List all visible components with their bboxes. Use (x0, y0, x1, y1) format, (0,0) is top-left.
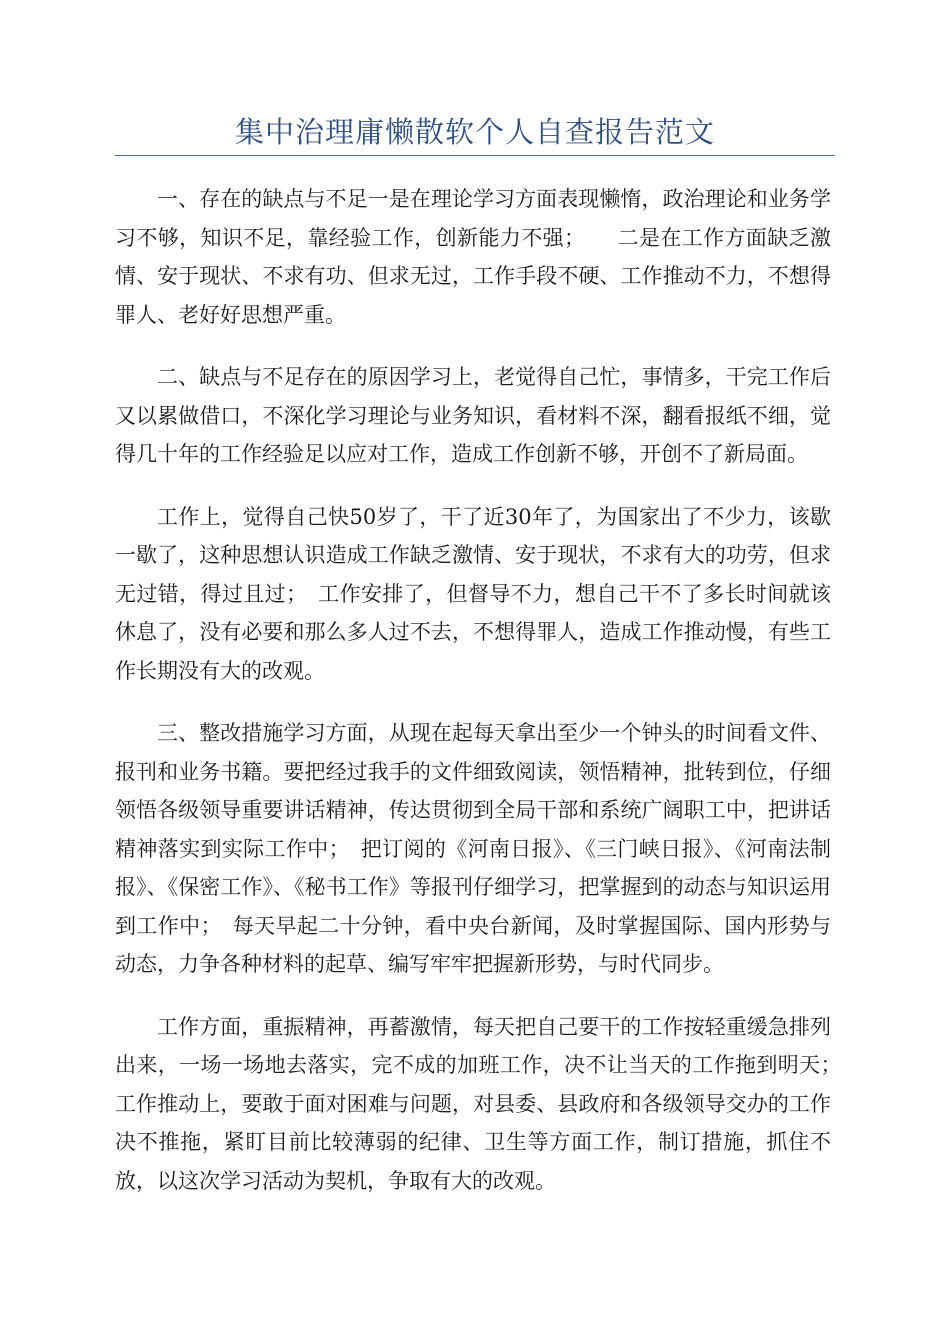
paragraph-measures-work: 工作方面，重振精神，再蓄激情，每天把自己要干的工作按轻重缓急排列出来，一场一场地去落实，完不成的加班工作，决不让当天的工作拖到明天； 工作推动上，要敢于面对困难与问题，对县委、县政府和各级领导交办的工作决不推拖，紧盯目前比较薄弱的纪律、卫生等方面工作，制订措施，抓住不放，以这次学习活动为契机，争取有大的改观。 (115, 1014, 852, 1193)
paragraph-measures-study: 三、整改措施学习方面，从现在起每天拿出至少一个钟头的时间看文件、报刊和业务书籍。要把经过我手的文件细致阅读，领悟精神，批转到位，仔细领悟各级领导重要讲话精神，传达贯彻到全局干部和系统广阔职工中，把讲话精神落实到实际工作中； 把订阅的《河南日报》、《三门峡日报》、《河南法制报》、《保密工作》、《秘书工作》等报刊仔细学习，把掌握到的动态与知识运用到工作中； 每天早起二十分钟，看中央台新闻，及时掌握国际、国内形势与动态，力争各种材料的起草、编写牢牢把握新形势，与时代同步。 (115, 721, 831, 976)
document-body (115, 180, 852, 1224)
title-underline (115, 155, 835, 156)
paragraph-causes-work: 工作上，觉得自己快50岁了，干了近30年了，为国家出了不少力，该歇一歇了，这种思想认识造成工作缺乏激情、安于现状，不求有大的功劳，但求无过错，得过且过； 工作安排了，但督导不力，想自己干不了多长时间就该休息了，没有必要和那么多人过不去，不想得罪人，造成工作推动慢，有些工作长期没有大的改观。 (115, 504, 831, 683)
document-title: 集中治理庸懒散软个人自查报告范文 (234, 115, 715, 149)
paragraph-shortcomings: 一、存在的缺点与不足一是在理论学习方面表现懒惰，政治理论和业务学习不够，知识不足，靠经验工作，创新能力不强； 二是在工作方面缺乏激情、安于现状、不求有功、但求无过，工作手段不硬、工作推动不力，不想得罪人、老好好思想严重。 (115, 187, 831, 327)
paragraph-causes-study: 二、缺点与不足存在的原因学习上，老觉得自己忙，事情多，干完工作后又以累做借口，不深化学习理论与业务知识，看材料不深，翻看报纸不细，觉得几十年的工作经验足以应对工作，造成工作创新不够，开创不了新局面。 (115, 365, 831, 466)
